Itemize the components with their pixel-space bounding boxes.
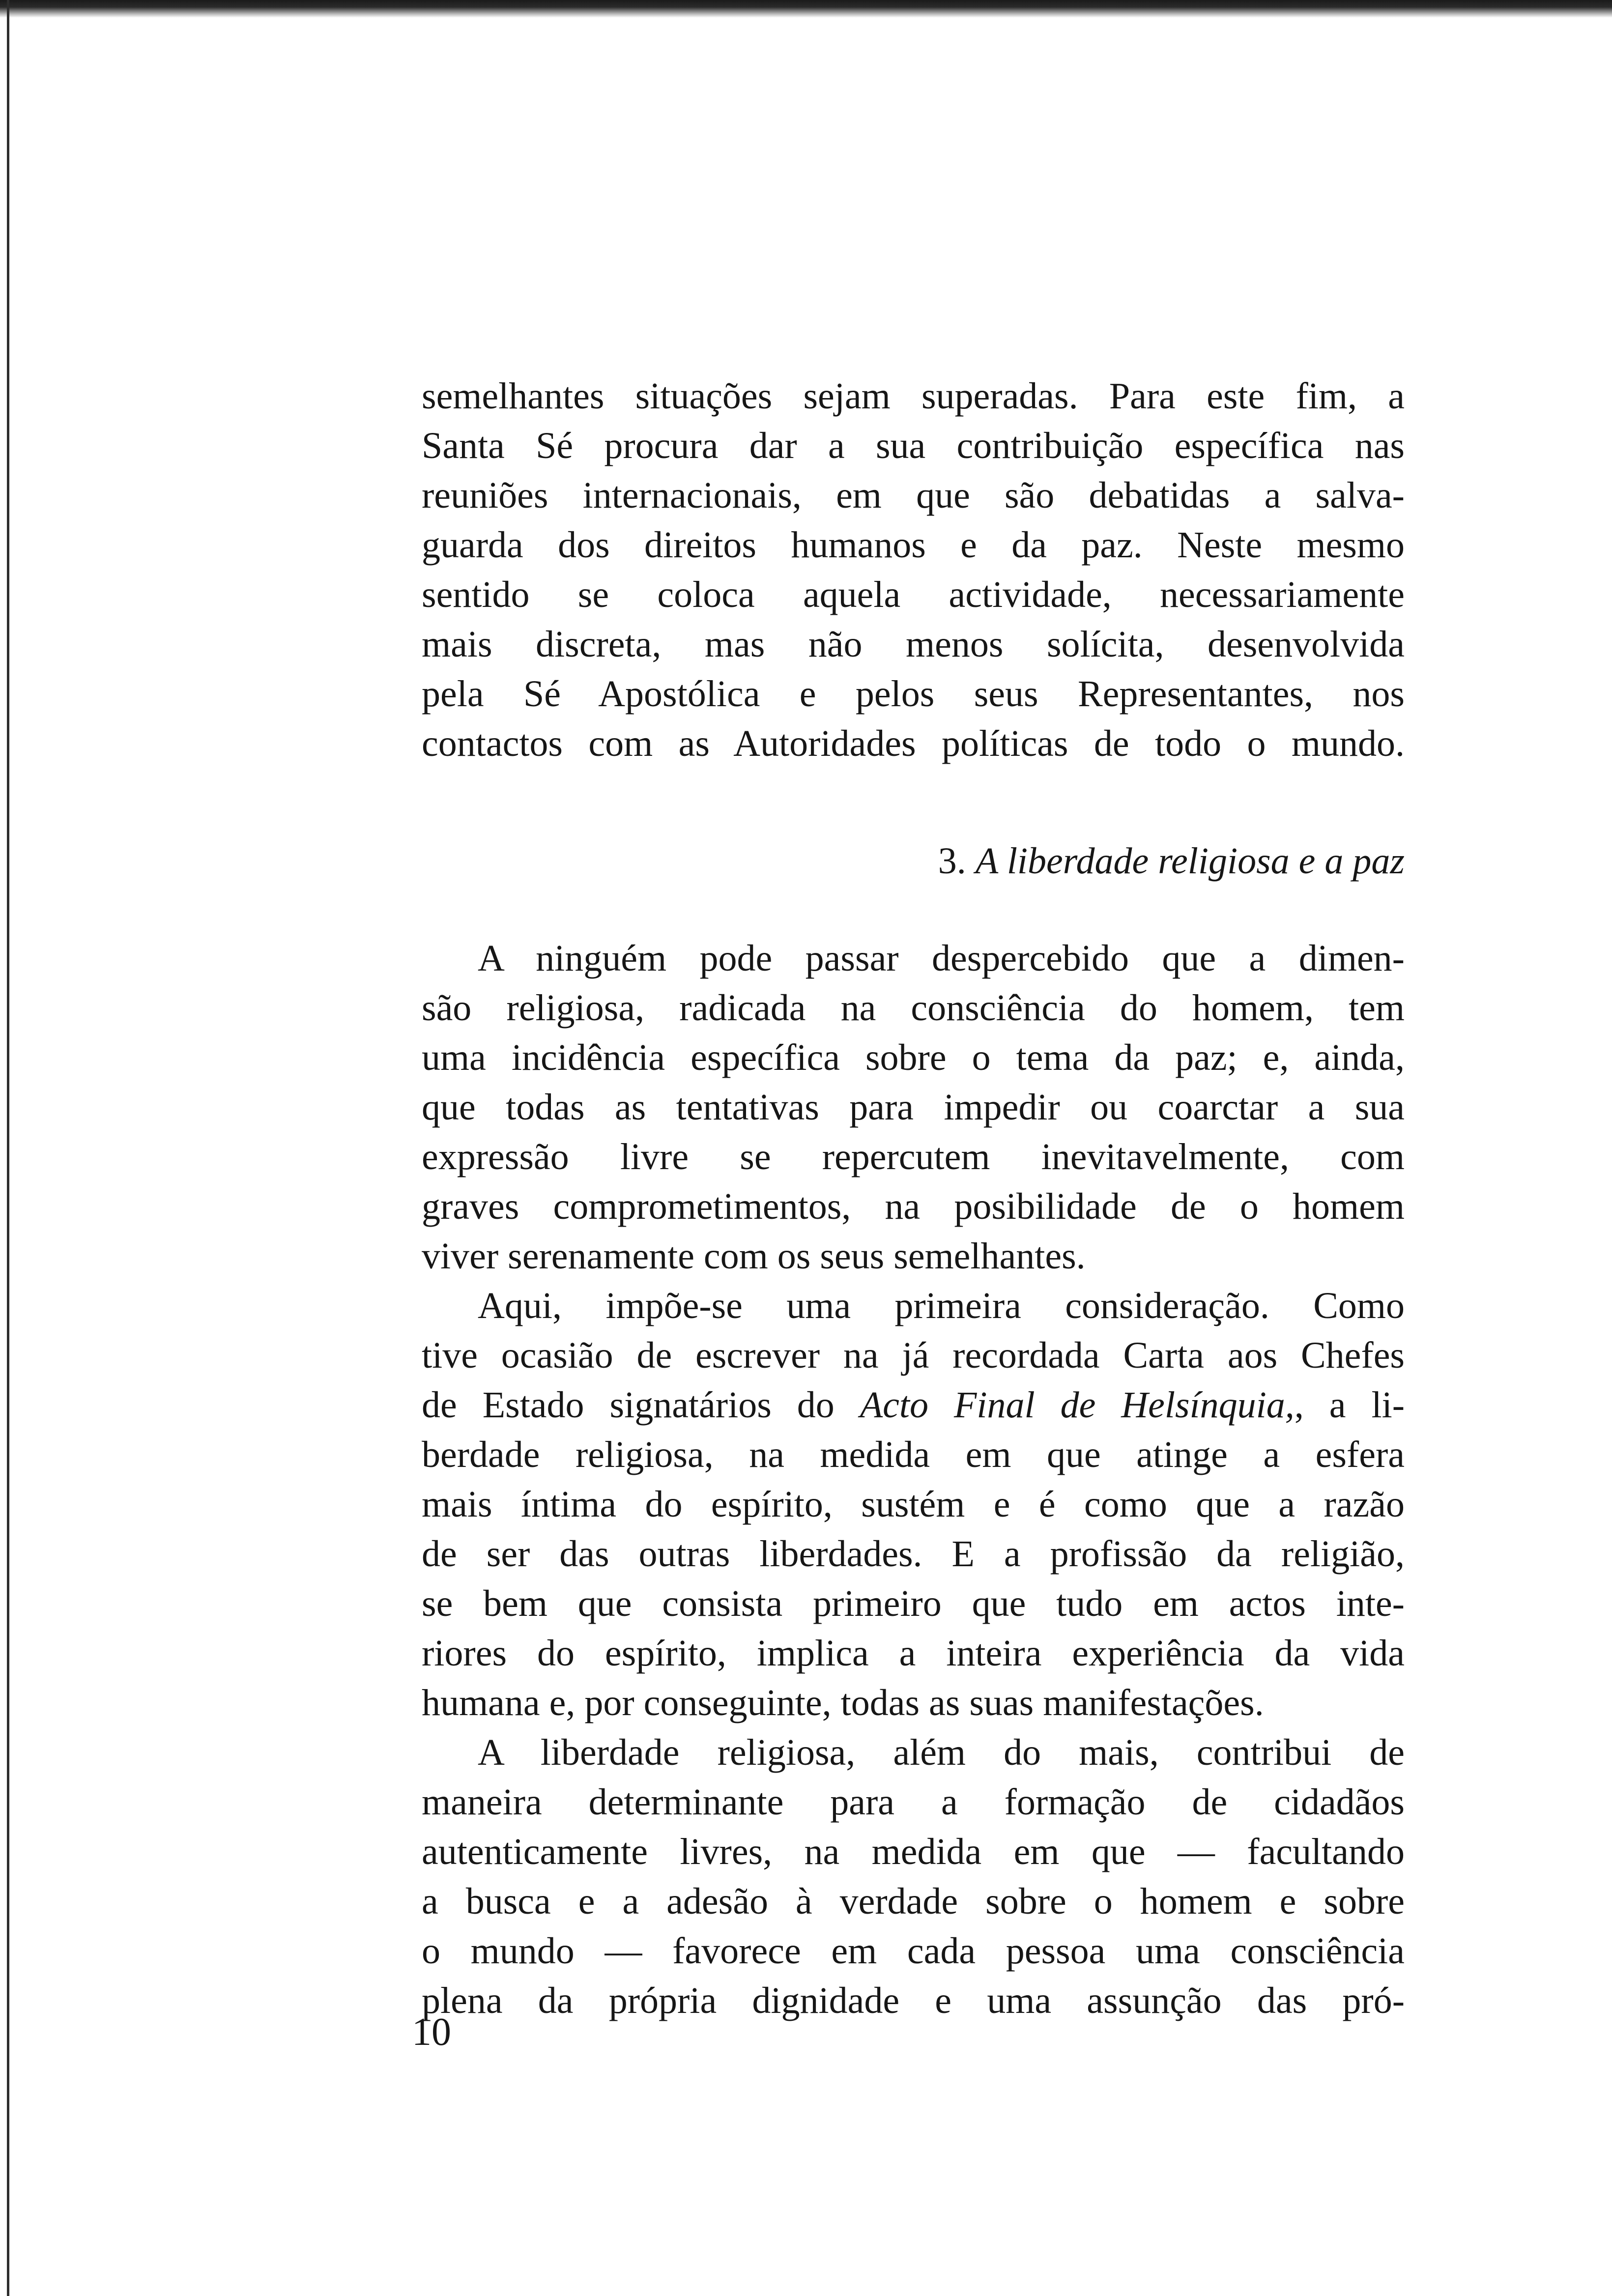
paragraph-continuation: [422, 372, 1405, 769]
text-line: se bem que consista primeiro que tudo em actos inte-: [422, 1583, 1405, 1624]
text-line: Aqui, impõe-se uma primeira consideração. Como: [478, 1285, 1405, 1326]
text-line: são religiosa, radicada na consciência do homem, tem: [422, 987, 1405, 1029]
section-number: 3.: [938, 840, 966, 882]
text-line: a busca e a adesão à verdade sobre o homem e sobre: [422, 1881, 1405, 1922]
text-line-with-title: [422, 1380, 1405, 1430]
text-line: humana e, por conseguinte, todas as suas manifestações.: [422, 1682, 1264, 1723]
text-line: riores do espírito, implica a inteira experiência da vida: [422, 1633, 1405, 1674]
section-body: [422, 934, 1405, 2026]
text-line: expressão livre se repercutem inevitavelmente, com: [422, 1136, 1405, 1177]
scan-top-edge: [0, 0, 1612, 18]
text-line: sentido se coloca aquela actividade, necessariamente: [422, 574, 1405, 615]
text-line: A ninguém pode passar despercebido que a dimen-: [478, 938, 1405, 979]
text-line: guarda dos direitos humanos e da paz. Neste mesmo: [422, 524, 1405, 566]
scan-left-edge: [7, 0, 9, 2296]
text-line: pela Sé Apostólica e pelos seus Representantes, nos: [422, 673, 1405, 715]
document-title-reference: Acto Final de Helsínquia,: [860, 1384, 1295, 1426]
text-line: graves comprometimentos, na posibilidade de o homem: [422, 1186, 1405, 1227]
page-number: 10: [412, 2010, 451, 2054]
text-line: reuniões internacionais, em que são debatidas a salva-: [422, 475, 1405, 516]
text-line: contactos com as Autoridades políticas de todo o mundo.: [422, 723, 1405, 764]
text-line: Santa Sé procura dar a sua contribuição específica nas: [422, 425, 1405, 466]
text-fragment: , a li-: [1294, 1384, 1405, 1426]
section-title: A liberdade religiosa e a paz: [975, 840, 1405, 882]
text-line: plena da própria dignidade e uma assunção das pró-: [422, 1980, 1405, 2021]
text-line: berdade religiosa, na medida em que atinge a esfera: [422, 1434, 1405, 1475]
text-line: maneira determinante para a formação de cidadãos: [422, 1781, 1405, 1823]
text-line: tive ocasião de escrever na já recordada Carta aos Chefes: [422, 1335, 1405, 1376]
section-heading: [422, 836, 1405, 886]
text-fragment: de Estado signatários do: [422, 1384, 835, 1426]
text-line: uma incidência específica sobre o tema da paz; e, ainda,: [422, 1037, 1405, 1078]
text-line: mais discreta, mas não menos solícita, desenvolvida: [422, 624, 1405, 665]
text-line: viver serenamente com os seus semelhantes.: [422, 1235, 1086, 1277]
text-line: autenticamente livres, na medida em que — facultando: [422, 1831, 1405, 1872]
text-line: de ser das outras liberdades. E a profissão da religião,: [422, 1533, 1405, 1575]
text-line: A liberdade religiosa, além do mais, contribui de: [478, 1732, 1405, 1773]
text-line: semelhantes situações sejam superadas. Para este fim, a: [422, 375, 1405, 417]
text-line: que todas as tentativas para impedir ou coarctar a sua: [422, 1087, 1405, 1128]
text-line: o mundo — favorece em cada pessoa uma consciência: [422, 1930, 1405, 1972]
text-line: mais íntima do espírito, sustém e é como que a razão: [422, 1484, 1405, 1525]
